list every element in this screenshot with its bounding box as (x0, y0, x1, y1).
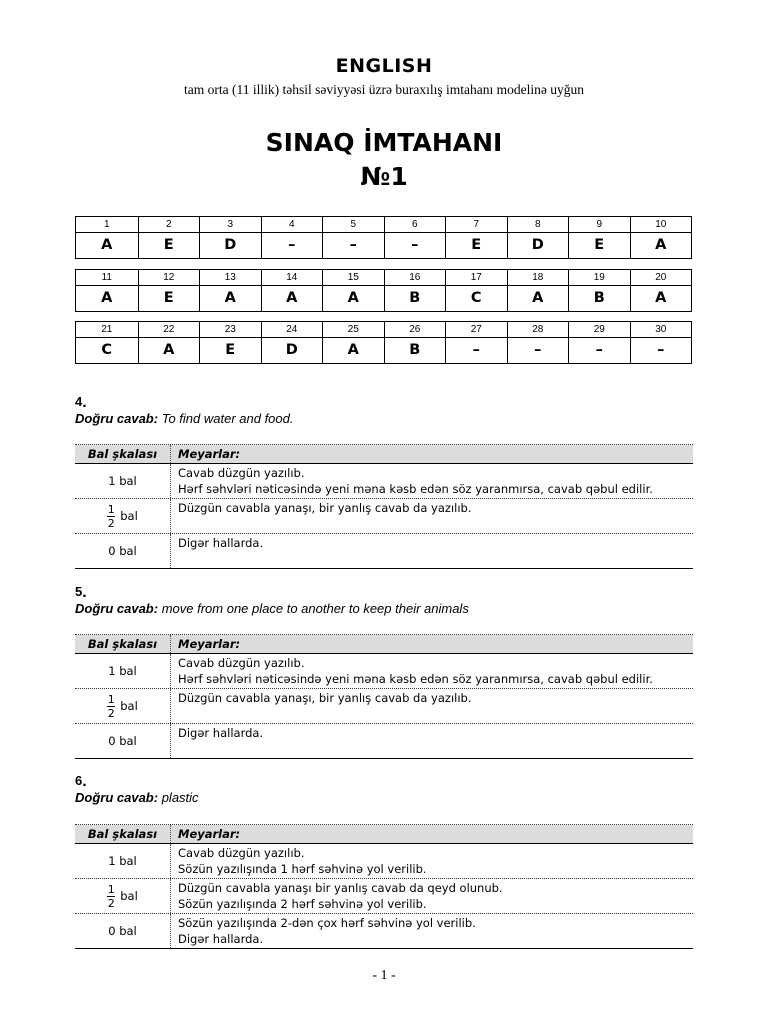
answer-cell (507, 322, 569, 363)
question-number: 23 (200, 322, 261, 338)
answer-cell (76, 270, 138, 311)
score-unit: bal (120, 699, 138, 713)
answer-letter: D (531, 237, 544, 253)
fraction-numerator: 1 (107, 502, 115, 516)
question-number: 19 (569, 270, 630, 286)
question-4-answer (75, 411, 293, 426)
answer-cell (322, 322, 384, 363)
answer-cell (507, 270, 569, 311)
question-number: 11 (76, 270, 138, 286)
half-fraction (107, 694, 115, 719)
answer-letter: A (286, 290, 298, 306)
answer-cell (322, 217, 384, 258)
question-number: 16 (385, 270, 446, 286)
rubric-head-scale: Bal şkalası (75, 825, 171, 843)
answer-cell (384, 322, 446, 363)
rubric-row (75, 879, 693, 914)
question-6-answer (75, 790, 199, 805)
answer-letter: – (288, 237, 296, 253)
rubric-row (75, 464, 693, 499)
fraction-denominator: 2 (107, 516, 115, 530)
criteria-line: Cavab düzgün yazılıb. (178, 466, 305, 480)
exam-title (0, 126, 768, 194)
question-number-text: 6 (75, 773, 83, 788)
answer-letter: D (224, 237, 237, 253)
rubric-criteria (171, 914, 693, 948)
fraction-denominator: 2 (107, 896, 115, 910)
rubric-header (75, 825, 693, 844)
answer-letter: – (595, 342, 603, 358)
rubric-head-scale: Bal şkalası (75, 635, 171, 653)
answer-key-row-3 (75, 321, 692, 364)
answer-letter: B (593, 290, 605, 306)
question-number: 20 (631, 270, 692, 286)
criteria-line: Digər hallarda. (178, 536, 264, 550)
rubric-criteria (171, 534, 693, 568)
rubric-criteria (171, 654, 693, 688)
rubric-row (75, 724, 693, 758)
criteria-line: Cavab düzgün yazılıb. (178, 656, 305, 670)
answer-letter: A (655, 290, 667, 306)
fraction-denominator: 2 (107, 706, 115, 720)
rubric-row (75, 689, 693, 724)
question-number: 26 (385, 322, 446, 338)
rubric-header (75, 635, 693, 654)
question-6-number (75, 773, 87, 791)
question-number: 30 (631, 322, 692, 338)
answer-letter: B (409, 342, 421, 358)
rubric-score: 1 bal (75, 844, 171, 878)
criteria-line: Düzgün cavabla yanaşı, bir yanlış cavab da yazılıb. (178, 501, 472, 515)
brand-title: ENGLISH (335, 55, 433, 77)
question-number: 1 (76, 217, 138, 233)
answer-cell (568, 322, 630, 363)
answer-cell (630, 322, 692, 363)
question-number: 12 (139, 270, 200, 286)
criteria-line: Hərf səhvləri nəticəsində yeni məna kəsb edən söz yaranmırsa, cavab qəbul edilir. (178, 672, 653, 686)
criteria-line: Sözün yazılışında 2 hərf səhvinə yol verilib. (178, 897, 427, 911)
answer-cell (445, 322, 507, 363)
answer-cell (199, 322, 261, 363)
answer-letter: E (471, 237, 482, 253)
rubric-criteria (171, 724, 693, 758)
rubric-score: 1 bal (75, 654, 171, 688)
bullet-dot: . (82, 773, 87, 790)
rubric-score: 0 bal (75, 914, 171, 948)
rubric-score: 0 bal (75, 534, 171, 568)
answer-label: Doğru cavab: (75, 411, 159, 426)
answer-label: Doğru cavab: (75, 601, 159, 616)
answer-letter: – (472, 342, 480, 358)
answer-label: Doğru cavab: (75, 790, 159, 805)
answer-key-row-1 (75, 216, 692, 259)
answer-cell (76, 217, 138, 258)
score-unit: bal (120, 509, 138, 523)
fraction-numerator: 1 (107, 692, 115, 706)
criteria-line: Cavab düzgün yazılıb. (178, 846, 305, 860)
rubric-score (75, 879, 171, 913)
answer-cell (261, 322, 323, 363)
answer-cell (138, 322, 200, 363)
question-number: 14 (262, 270, 323, 286)
answer-cell (568, 217, 630, 258)
answer-cell (322, 270, 384, 311)
rubric-head-criteria: Meyarlar: (178, 637, 241, 651)
question-number-text: 4 (75, 394, 83, 409)
answer-cell (199, 270, 261, 311)
answer-letter: E (163, 237, 174, 253)
rubric-score: 0 bal (75, 724, 171, 758)
criteria-line: Hərf səhvləri nəticəsində yeni məna kəsb edən söz yaranmırsa, cavab qəbul edilir. (178, 482, 653, 496)
rubric-score (75, 689, 171, 723)
page-number: - 1 - (372, 968, 396, 983)
question-number: 24 (262, 322, 323, 338)
subtitle: tam orta (11 illik) təhsil səviyyəsi üzrə buraxılış imtahanı modelinə uyğun (184, 82, 584, 97)
question-number: 27 (446, 322, 507, 338)
answer-cell (76, 322, 138, 363)
rubric-head-scale: Bal şkalası (75, 445, 171, 463)
answer-key-row-2 (75, 269, 692, 312)
criteria-line: Sözün yazılışında 2-dən çox hərf səhvinə yol verilib. (178, 916, 476, 930)
question-number: 4 (262, 217, 323, 233)
answer-value: plastic (161, 790, 199, 805)
exam-title-line2: №1 (360, 162, 408, 191)
answer-letter: A (347, 290, 359, 306)
rubric-row (75, 914, 693, 948)
criteria-line: Düzgün cavabla yanaşı, bir yanlış cavab da yazılıb. (178, 691, 472, 705)
fraction-numerator: 1 (107, 882, 115, 896)
question-number: 18 (508, 270, 569, 286)
question-5-answer (75, 601, 469, 616)
answer-cell (507, 217, 569, 258)
answer-cell (630, 270, 692, 311)
answer-letter: B (409, 290, 421, 306)
question-number: 13 (200, 270, 261, 286)
rubric-criteria (171, 844, 693, 878)
answer-cell (630, 217, 692, 258)
criteria-line: Digər hallarda. (178, 932, 264, 946)
question-number: 9 (569, 217, 630, 233)
bullet-dot: . (82, 584, 87, 601)
answer-cell (384, 217, 446, 258)
rubric-header (75, 445, 693, 464)
answer-letter: A (655, 237, 667, 253)
answer-letter: A (163, 342, 175, 358)
exam-title-line1: SINAQ İMTAHANI (265, 128, 503, 157)
question-number: 22 (139, 322, 200, 338)
answer-letter: A (532, 290, 544, 306)
score-unit: bal (120, 889, 138, 903)
answer-letter: – (349, 237, 357, 253)
answer-letter: C (470, 290, 482, 306)
question-6-rubric (75, 824, 693, 949)
question-number: 8 (508, 217, 569, 233)
answer-cell (384, 270, 446, 311)
answer-cell (261, 270, 323, 311)
answer-cell (138, 270, 200, 311)
answer-letter: – (411, 237, 419, 253)
question-4-rubric (75, 444, 693, 569)
rubric-criteria (171, 879, 693, 913)
question-number: 6 (385, 217, 446, 233)
question-number: 5 (323, 217, 384, 233)
rubric-row (75, 499, 693, 534)
question-number: 7 (446, 217, 507, 233)
half-fraction (107, 884, 115, 909)
answer-letter: E (594, 237, 605, 253)
bullet-dot: . (82, 394, 87, 411)
answer-cell (568, 270, 630, 311)
answer-letter: – (657, 342, 665, 358)
question-number: 15 (323, 270, 384, 286)
answer-letter: C (101, 342, 113, 358)
question-number: 25 (323, 322, 384, 338)
answer-value: move from one place to another to keep their animals (161, 601, 469, 616)
answer-letter: E (225, 342, 236, 358)
rubric-row (75, 654, 693, 689)
question-number: 2 (139, 217, 200, 233)
question-number: 29 (569, 322, 630, 338)
question-number: 3 (200, 217, 261, 233)
rubric-head-criteria: Meyarlar: (178, 447, 241, 461)
question-number: 21 (76, 322, 138, 338)
criteria-line: Digər hallarda. (178, 726, 264, 740)
answer-cell (445, 217, 507, 258)
question-number: 10 (631, 217, 692, 233)
answer-letter: E (163, 290, 174, 306)
rubric-criteria (171, 689, 693, 723)
answer-letter: A (347, 342, 359, 358)
question-number: 28 (508, 322, 569, 338)
half-fraction (107, 504, 115, 529)
answer-letter: A (101, 290, 113, 306)
question-4-number (75, 394, 87, 412)
criteria-line: Sözün yazılışında 1 hərf səhvinə yol verilib. (178, 862, 427, 876)
answer-cell (199, 217, 261, 258)
answer-letter: A (101, 237, 113, 253)
question-number: 17 (446, 270, 507, 286)
rubric-criteria (171, 464, 693, 498)
answer-letter: D (285, 342, 298, 358)
rubric-row (75, 844, 693, 879)
question-5-rubric (75, 634, 693, 759)
answer-letter: A (224, 290, 236, 306)
rubric-head-criteria: Meyarlar: (178, 827, 241, 841)
question-5-number (75, 584, 87, 602)
answer-cell (261, 217, 323, 258)
rubric-score (75, 499, 171, 533)
answer-value: To find water and food. (161, 411, 294, 426)
answer-letter: – (534, 342, 542, 358)
rubric-score: 1 bal (75, 464, 171, 498)
rubric-criteria (171, 499, 693, 533)
answer-cell (138, 217, 200, 258)
rubric-row (75, 534, 693, 568)
question-number-text: 5 (75, 584, 83, 599)
criteria-line: Düzgün cavabla yanaşı bir yanlış cavab da qeyd olunub. (178, 881, 503, 895)
answer-cell (445, 270, 507, 311)
